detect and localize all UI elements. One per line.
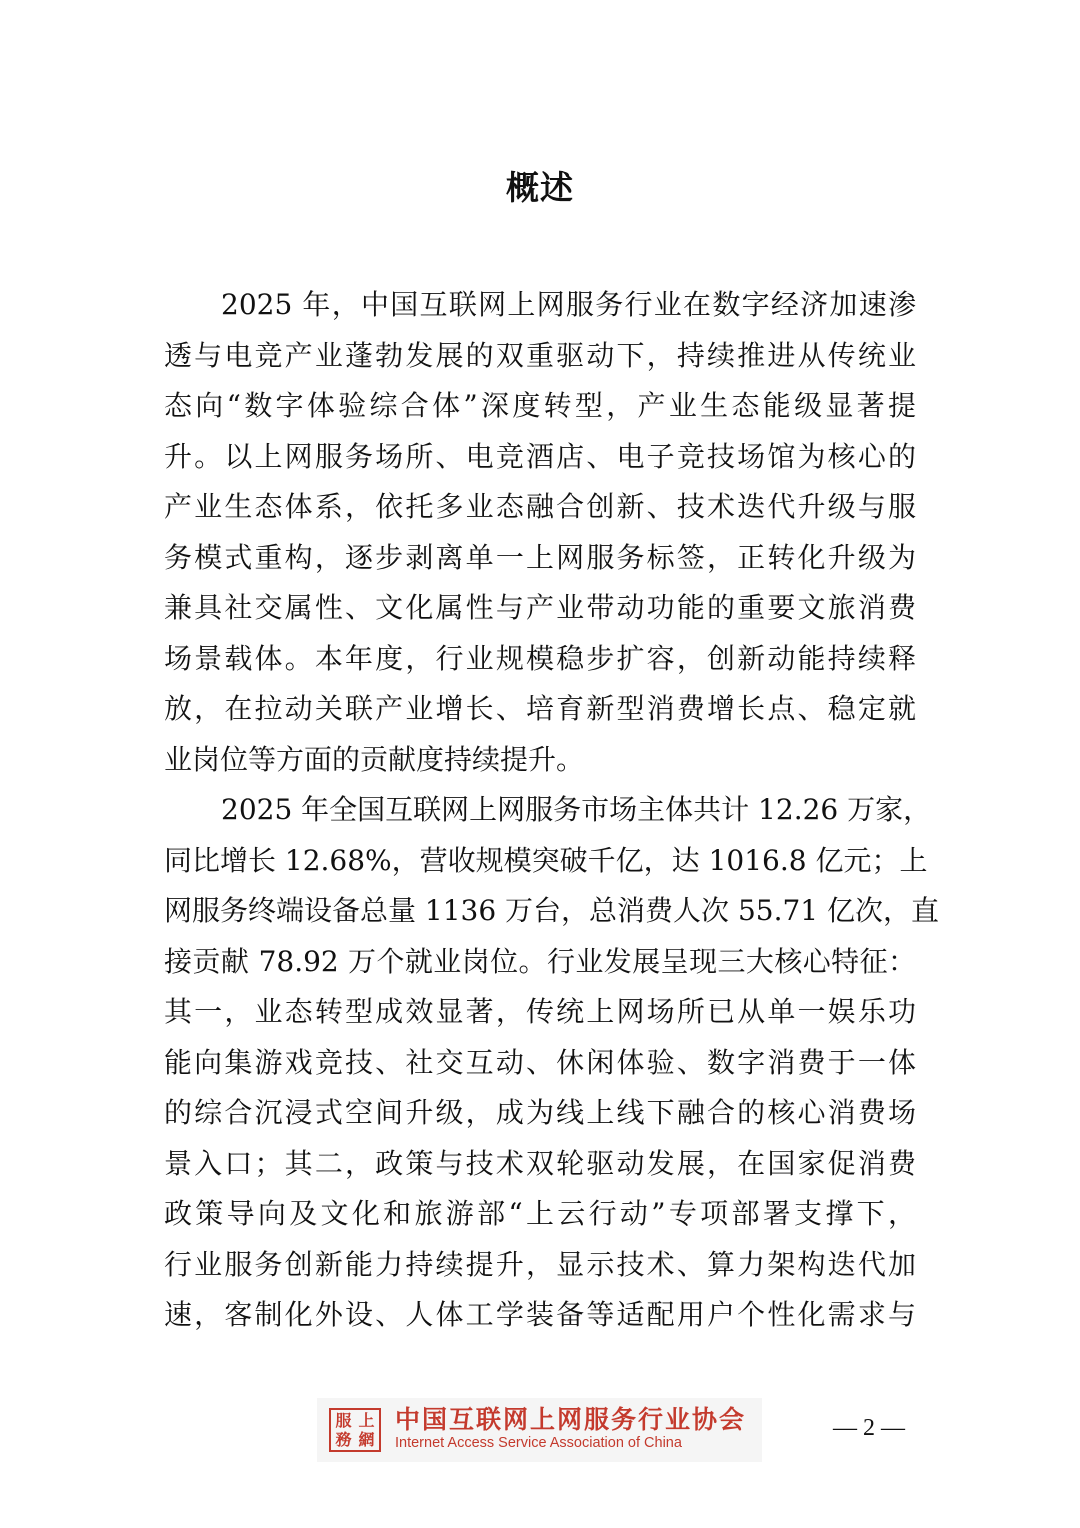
text-line: 政策导向及文化和旅游部“上云行动”专项部署支撑下， (164, 1197, 916, 1230)
logo-char: 服 (335, 1411, 352, 1430)
text-line: 行业服务创新能力持续提升，显示技术、算力架构迭代加 (164, 1247, 916, 1281)
text-line: 2025 年全国互联网上网服务市场主体共计 12.26 万家， (221, 793, 932, 826)
text-line: 2025 年，中国互联网上网服务行业在数字经济加速渗 (221, 288, 916, 321)
text-line: 接贡献 78.92 万个就业岗位。行业发展呈现三大核心特征： (164, 944, 916, 978)
text-line: 产业生态体系，依托多业态融合创新、技术迭代升级与服 (164, 490, 916, 523)
paragraph-1 (164, 280, 916, 785)
logo-char: 網 (358, 1430, 375, 1449)
text-line: 放，在拉动关联产业增长、培育新型消费增长点、稳定就 (164, 692, 916, 725)
text-line: 景入口；其二，政策与技术双轮驱动发展，在国家促消费 (164, 1146, 916, 1180)
association-name-cn: 中国互联网上网服务行业协会 (395, 1405, 747, 1434)
text-line: 网服务终端设备总量 1136 万台，总消费人次 55.71 亿次，直 (164, 894, 940, 927)
text-line: 务模式重构，逐步剥离单一上网服务标签，正转化升级为 (164, 540, 916, 574)
logo-char: 上 (358, 1411, 375, 1430)
text-line: 速，客制化外设、人体工学装备等适配用户个性化需求与 (164, 1298, 916, 1331)
text-line: 场景载体。本年度，行业规模稳步扩容，创新动能持续释 (164, 641, 916, 675)
text-line: 的综合沉浸式空间升级，成为线上线下融合的核心消费场 (164, 1096, 916, 1129)
text-line: 态向“数字体验综合体”深度转型，产业生态能级显著提 (164, 389, 916, 422)
text-line: 业岗位等方面的贡献度持续提升。 (164, 742, 585, 776)
text-line: 同比增长 12.68%，营收规模突破千亿，达 1016.8 亿元；上 (164, 843, 928, 877)
footer-logo-banner (317, 1398, 762, 1462)
text-line: 兼具社交属性、文化属性与产业带动功能的重要文旅消费 (164, 591, 916, 624)
logo-char: 務 (335, 1430, 352, 1449)
page-number: — 2 — (833, 1415, 905, 1441)
body-text (164, 280, 940, 1341)
paragraph-2 (164, 785, 940, 1341)
page-title: 概述 (506, 168, 574, 207)
text-line: 透与电竞产业蓬勃发展的双重驱动下，持续推进从传统业 (164, 338, 916, 372)
association-name-en: Internet Access Service Association of China (395, 1435, 682, 1451)
text-line: 其一，业态转型成效显著，传统上网场所已从单一娱乐功 (164, 995, 916, 1028)
association-logo-icon (329, 1408, 381, 1452)
text-line: 升。以上网服务场所、电竞酒店、电子竞技场馆为核心的 (164, 439, 916, 473)
text-line: 能向集游戏竞技、社交互动、休闲体验、数字消费于一体 (164, 1045, 916, 1079)
